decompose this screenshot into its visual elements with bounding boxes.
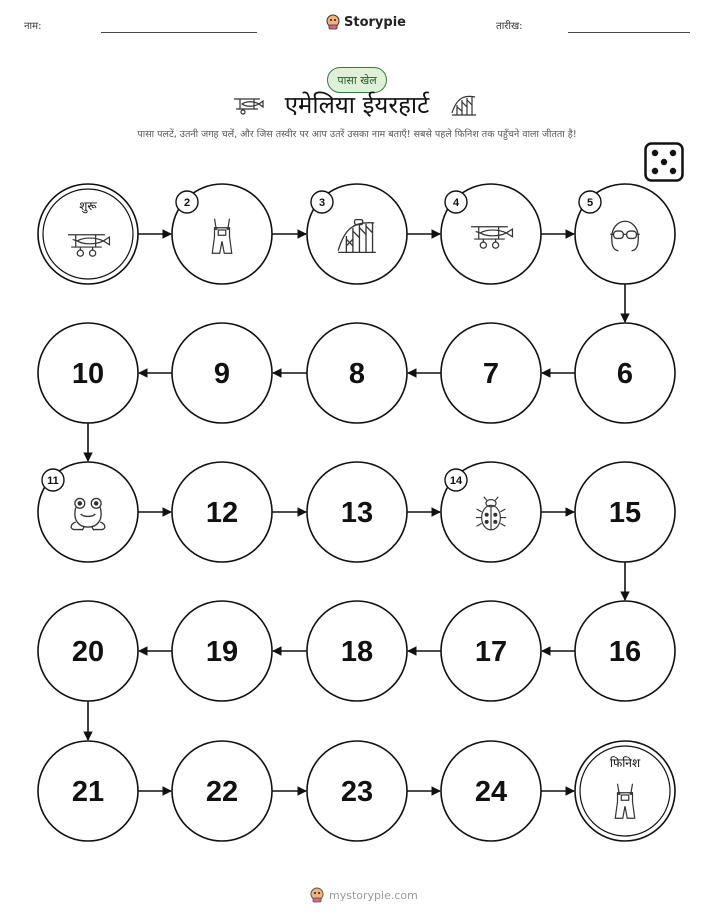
cell-number: 8	[348, 358, 366, 390]
title-text: एमेलिया ईयरहार्ट	[284, 91, 430, 119]
cell-number: 23	[340, 776, 374, 808]
cell-number: 3	[318, 197, 326, 209]
cell-number: 18	[340, 636, 374, 668]
cell-number: 13	[340, 497, 374, 529]
board-cell	[575, 462, 675, 562]
finish-cell	[575, 741, 675, 841]
start-label: शुरू	[79, 199, 97, 213]
board-cell	[38, 323, 138, 423]
date-label: तारीख:	[496, 21, 523, 32]
cell-number: 16	[608, 636, 642, 668]
board-cell	[441, 323, 541, 423]
instructions-text: पासा पलटें, उतनी जगह चलें, और जिस तस्वीर पर आप उतरें उसका नाम बताएँ! सबसे पहले फिनिश तक पहुँचने वाला जीतता है!	[137, 129, 577, 140]
board-cell	[172, 323, 272, 423]
board-cell	[38, 462, 138, 562]
cell-number: 24	[474, 776, 508, 808]
brand-name: Storypie	[344, 14, 406, 30]
board-cell	[441, 601, 541, 701]
board-cell	[38, 601, 138, 701]
cell-number: 12	[205, 497, 239, 529]
cell-number: 7	[482, 358, 500, 390]
board-cell	[575, 323, 675, 423]
board-cell	[307, 601, 407, 701]
cell-number: 19	[205, 636, 239, 668]
board-cell	[307, 184, 407, 284]
board-cell	[307, 323, 407, 423]
board-cell	[38, 741, 138, 841]
board-cell	[172, 741, 272, 841]
cell-number: 17	[474, 636, 508, 668]
cell-number: 6	[616, 358, 634, 390]
board-cell	[441, 462, 541, 562]
board-cell	[575, 184, 675, 284]
board-cell	[172, 462, 272, 562]
cell-number: 20	[71, 636, 105, 668]
finish-label: फिनिश	[609, 756, 641, 770]
game-type-badge: पासा खेल	[327, 67, 387, 93]
storypie-mascot-icon	[310, 887, 324, 903]
board-cell	[307, 462, 407, 562]
footer-url: mystorypie.com	[329, 888, 418, 902]
name-label: नाम:	[24, 21, 42, 32]
cell-number: 11	[47, 475, 59, 487]
board-cell	[307, 741, 407, 841]
board-cell	[172, 601, 272, 701]
board-cell	[575, 601, 675, 701]
cell-number: 2	[183, 197, 191, 209]
cell-number: 21	[71, 776, 105, 808]
cell-number: 9	[213, 358, 231, 390]
footer-link[interactable]	[310, 887, 418, 903]
start-cell	[38, 184, 138, 284]
cell-number: 14	[449, 475, 463, 487]
board-cells	[38, 184, 675, 841]
cell-number: 4	[452, 197, 460, 209]
cell-number: 5	[586, 197, 594, 209]
board-cell	[172, 184, 272, 284]
cell-number: 10	[71, 358, 105, 390]
board-cell	[441, 184, 541, 284]
board-cell	[441, 741, 541, 841]
cell-number: 22	[205, 776, 239, 808]
cell-number: 15	[608, 497, 642, 529]
